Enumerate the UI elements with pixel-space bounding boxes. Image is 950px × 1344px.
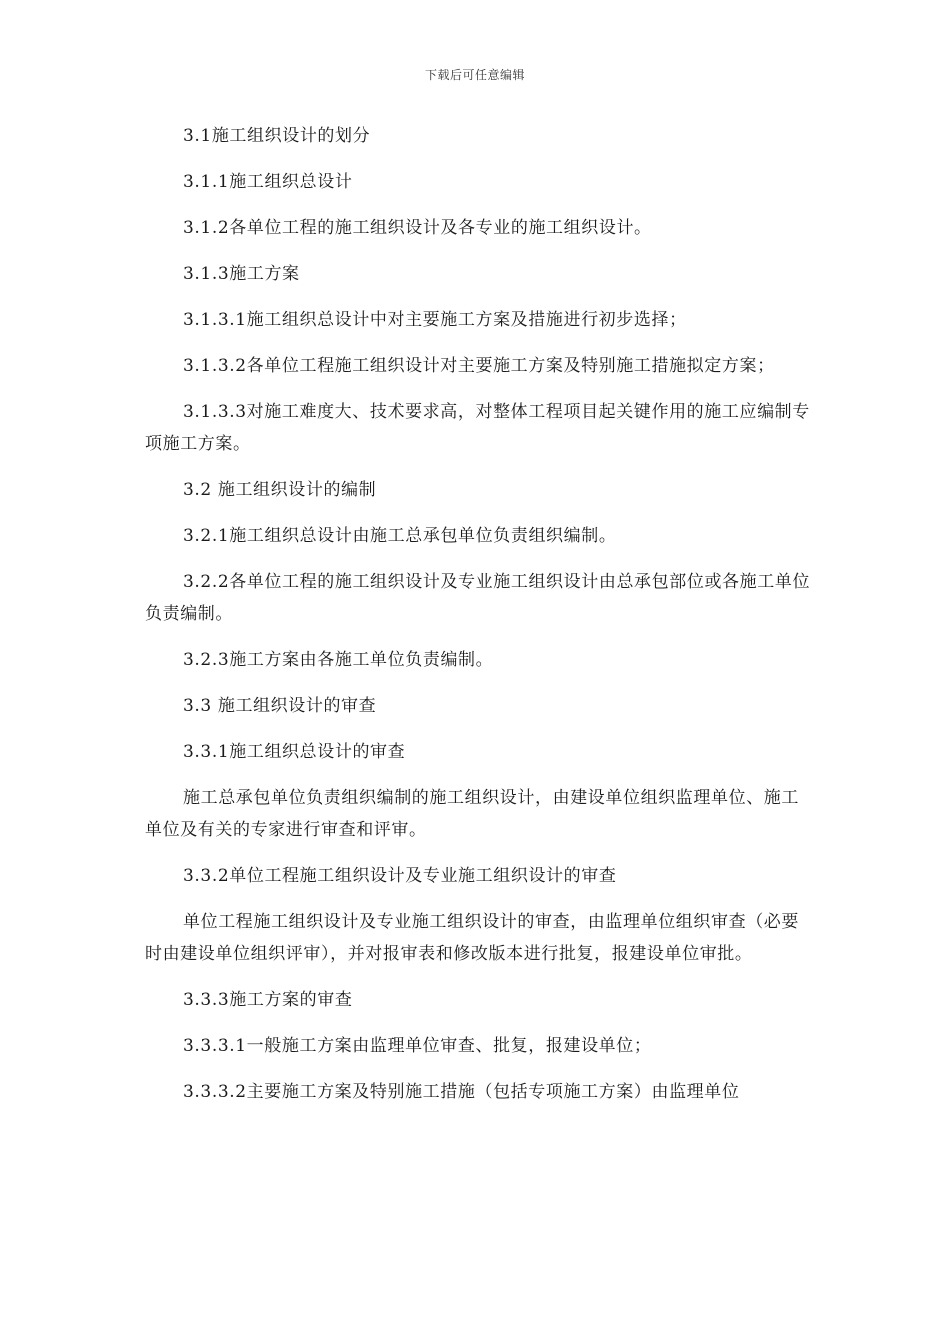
paragraph: 3.1.3.2各单位工程施工组织设计对主要施工方案及特别施工措施拟定方案； xyxy=(183,356,775,376)
page-header: 下载后可任意编辑 xyxy=(424,68,525,82)
paragraph: 3.2.2各单位工程的施工组织设计及专业施工组织设计由总承包部位或各施工单位负责编制。 xyxy=(145,572,811,624)
subsection-heading: 3.3.1施工组织总设计的审查 xyxy=(183,742,406,762)
section-heading: 3.1施工组织设计的划分 xyxy=(183,126,371,146)
paragraph: 单位工程施工组织设计及专业施工组织设计的审查，由监理单位组织审查（必要时由建设单位组织评审），并对报审表和修改版本进行批复，报建设单位审批。 xyxy=(145,912,799,964)
paragraph: 施工总承包单位负责组织编制的施工组织设计，由建设单位组织监理单位、施工单位及有关的专家进行审查和评审。 xyxy=(145,788,799,840)
subsection-heading: 3.1.1施工组织总设计 xyxy=(183,172,353,192)
paragraph: 3.1.3.1施工组织总设计中对主要施工方案及措施进行初步选择； xyxy=(183,310,687,330)
subsection-heading: 3.3.3施工方案的审查 xyxy=(183,990,353,1010)
document-body xyxy=(145,120,815,1122)
subsection-heading: 3.1.3施工方案 xyxy=(183,264,300,284)
paragraph: 3.2.3施工方案由各施工单位负责编制。 xyxy=(183,650,494,670)
section-heading: 3.3 施工组织设计的审查 xyxy=(183,696,377,716)
paragraph: 3.1.3.3对施工难度大、技术要求高，对整体工程项目起关键作用的施工应编制专项施工方案。 xyxy=(145,402,810,454)
paragraph: 3.1.2各单位工程的施工组织设计及各专业的施工组织设计。 xyxy=(183,218,652,238)
section-heading: 3.2 施工组织设计的编制 xyxy=(183,480,377,500)
paragraph: 3.3.3.1一般施工方案由监理单位审查、批复，报建设单位； xyxy=(183,1036,652,1056)
paragraph: 3.2.1施工组织总设计由施工总承包单位负责组织编制。 xyxy=(183,526,617,546)
subsection-heading: 3.3.2单位工程施工组织设计及专业施工组织设计的审查 xyxy=(183,866,617,886)
paragraph: 3.3.3.2主要施工方案及特别施工措施（包括专项施工方案）由监理单位 xyxy=(183,1082,740,1102)
